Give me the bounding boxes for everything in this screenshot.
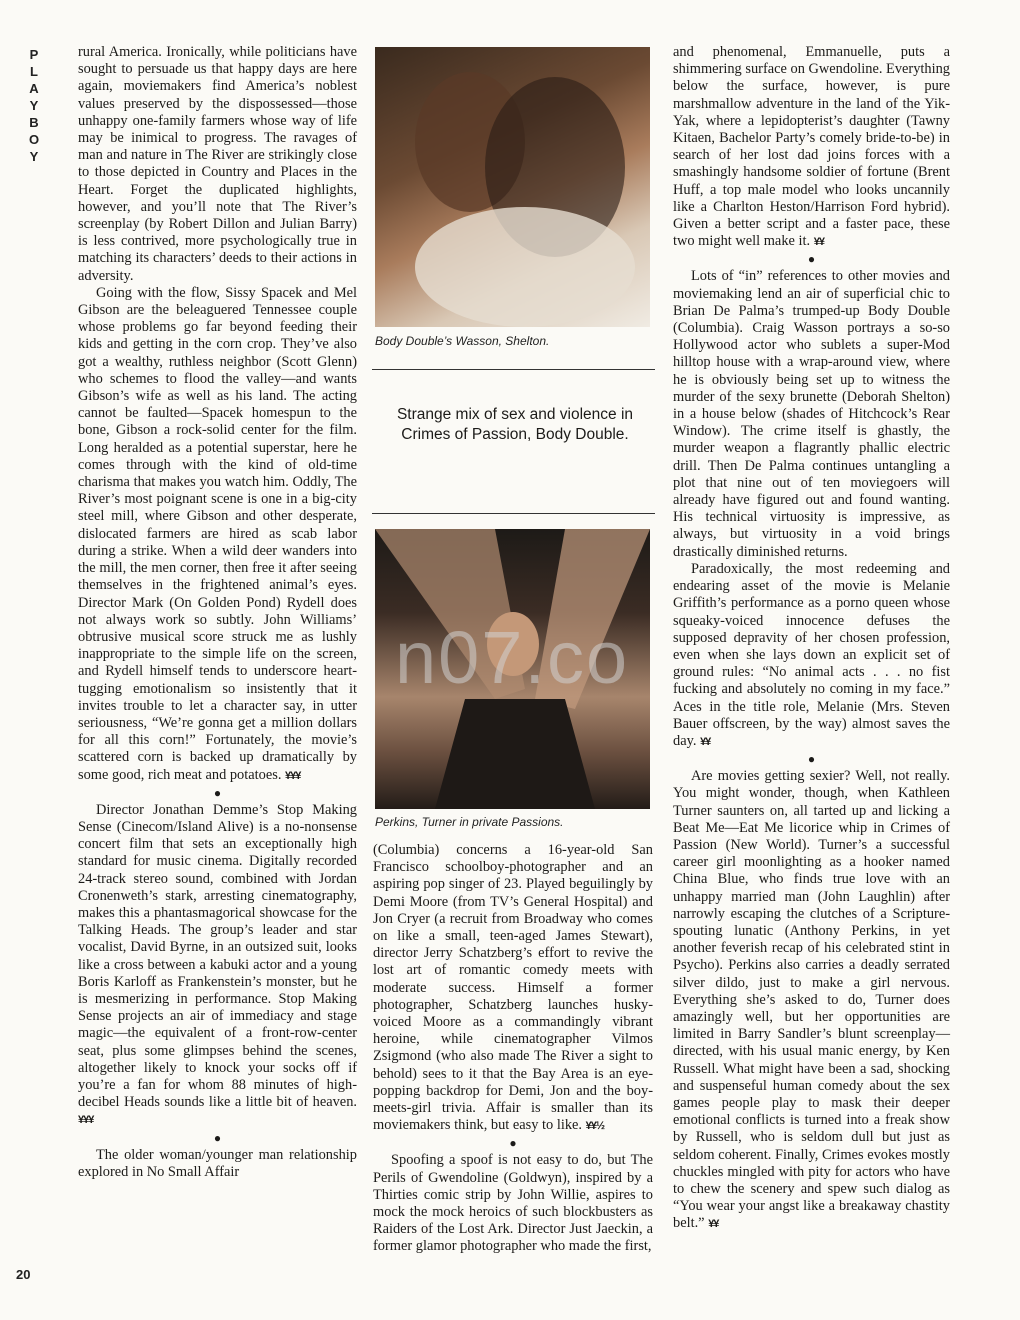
page-number: 20 xyxy=(16,1267,31,1282)
rating-mark: ¥¥ xyxy=(813,236,824,249)
photo-caption-1: Body Double’s Wasson, Shelton. xyxy=(375,334,550,348)
vertical-magazine-label: P L A Y B O Y xyxy=(28,47,40,164)
paragraph: Lots of “in” references to other movies and moviemaking lend an air of superficial chic to Brian De Palma’s trumped-up Body Double (Columbia). Craig Wasson portrays a so-so Hollywood actor who sublets a super-Mod hilltop house with a wrap-around view, where he is obviously being set up to witness the murder of the sexy brunette (Deborah Shelton) in a house below (shades of Hitchcock’s Rear Window). The crime itself is ghastly, the murder weapon a flagrantly phallic electric drill. Then De Palma continues untangling a plot that nine out of ten moviegoers will already have figured out and found wanting. His technical virtuosity is impressive, as always, but virtuosity in a void brings drastically diminished returns. xyxy=(673,268,950,560)
photo-caption-2: Perkins, Turner in private Passions. xyxy=(375,815,564,829)
paragraph: Going with the flow, Sissy Spacek and Mel Gibson are the beleaguered Tennessee couple whose problems go far beyond feeding their kids and getting in the corn crop. They’ve also got a wealthy, ruthless neighbor (Scott Glenn) who schemes to flood the valley—and wants Gibson’s wife as well as his land. The acting cannot be faulted—Spacek homespun to the bone, Gibson a rock-solid center for the film. Long heralded as a potential superstar, here he comes through with the kind of old-time charisma that makes you watch him. Oddly, The River’s most poignant scene is one in a big-city steel mill, where Gibson and other desperate, dislocated farmers are hired as scab labor during a strike. When a wild deer wanders into the mill, the men corner, then free it after seeing themselves in the frightened animal’s eyes. Director Mark (On Golden Pond) Rydell does not always work so subtly. John Williams’ obtrusive musical score struck me as lushly inappropriate to the simple life on the screen, and Rydell himself tends to underscore heart-tugging emotionalism so insistently that it invites trouble to let a character say, in utter seriousness, “We’re gonna get a million dollars for all this corn!” Fortunately, the movie’s scattered corn is backed up dramatically by some good, rich meat and potatoes. ¥¥¥ xyxy=(78,284,357,783)
separator-dot: ● xyxy=(213,785,222,800)
rating-mark: ¥¥ xyxy=(708,1218,719,1231)
divider-rule xyxy=(372,513,655,514)
paragraph: The older woman/younger man relationship explored in No Small Affair xyxy=(78,1146,357,1180)
column-2 xyxy=(373,842,653,1256)
photo-body-double xyxy=(375,47,650,327)
separator-dot: ● xyxy=(807,752,816,767)
separator-dot: ● xyxy=(807,252,816,267)
paragraph: (Columbia) concerns a 16-year-old San Francisco schoolboy-photographer and an aspiring pop singer of 23. Played beguilingly by Demi Moore (from TV’s General Hospital) and Jon Cryer (a recruit from Broadway who comes on like a small, teen-aged James Stewart), director Jerry Schatzberg’s effort to revive the lost art of romantic comedy meets with moderate success. Himself a former photographer, Schatzberg launches husky-voiced Moore as a commandingly vibrant heroine, while cinematographer Vilmos Zsigmond (who also made The River a sight to behold) sees to it that the Bay Area is an eye-popping backdrop for Demi, Jon and the boy-meets-girl trivia. Affair is smaller than its moviemakers think, but easy to like. ¥¥½ xyxy=(373,842,653,1134)
separator-dot: ● xyxy=(213,1130,222,1145)
divider-rule xyxy=(372,369,655,370)
watermark: n07.co xyxy=(395,616,630,699)
paragraph: Director Jonathan Demme’s Stop Making Sense (Cinecom/Island Alive) is a no-nonsense concert film that sets an exceptionally high standard for music cinema. Digitally recorded 24-track stereo sound, combined with Jordan Cronenweth’s stark, arresting cinematography, makes this a phantasmagorical showcase for the Talking Heads. The group’s leader and star vocalist, David Byrne, in an outsized suit, looks like a cross between a kabuki actor and a young Boris Karloff as Frankenstein’s monster, but he is mesmerizing in performance. Stop Making Sense projects an air of immediacy and stage magic—the equivalent of a front-row-center seat, plus some glimpses behind the scenes, altogether likely to knock your socks off if you’re a fan for whom 88 minutes of high-decibel Heads sounds like a little bit of heaven. ¥¥¥ xyxy=(78,801,357,1127)
column-3 xyxy=(673,44,950,1234)
paragraph: Are movies getting sexier? Well, not really. You might wonder, though, when Kathleen Turner saunters on, all tarted up and licking a Beat Me—Eat Me licorice whip in Crimes of Passion (New World). Turner’s a successful career girl moonlighting as a hooker named China Blue, who finds true love with an unhappy married man (John Laughlin) after narrowly escaping the clutches of a Scripture-spouting lunatic (Anthony Perkins, in yet another feverish recap of his celebrated stint in Psycho). Perkins also carries a deadly serrated silver dildo, just to make a girl nervous. Everything she’s asked to do, Turner does amazingly well, but her opportunities are limited in Barry Sandler’s blunt screenplay—directed, with his usual manic energy, by Ken Russell. What might have been a sad, shocking and suspenseful human comedy about the sex games people play to mask their deeper emotional conflicts is turned into a freak show by Russell, who is seldom dull but just as seldom coherent. Finally, Crimes evokes mostly chuckles mingled with pity for actors who have to chew the scenery and spew such dialog as “You wear your angst like a breakaway chastity belt.” ¥¥ xyxy=(673,768,950,1232)
paragraph: Paradoxically, the most redeeming and endearing asset of the movie is Melanie Griffith’s performance as a porno queen whose squeaky-voiced innocence defuses the supposed depravity of her chosen profession, even when she lays down an explicit set of ground rules: “No animal acts . . . no fist fucking and absolutely no coming in my face.” Aces in the title role, Melanie (Mrs. Steven Bauer offscreen, by the way) almost saves the day. ¥¥ xyxy=(673,560,950,749)
paragraph: and phenomenal, Emmanuelle, puts a shimmering surface on Gwendoline. Everything below the surface, however, is pure marshmallow adventure in the land of the Yik-Yak, where a lepidopterist’s daughter (Tawny Kitaen, Bachelor Party’s comely bride-to-be) in search of her lost dad joins forces with a smashingly handsome soldier of fortune (Brent Huff, a top male model who looks uncannily like a Charlton Heston/Harrison Ford hybrid). Given a better script and a faster pace, these two might well make it. ¥¥ xyxy=(673,44,950,250)
paragraph: rural America. Ironically, while politicians have sought to persuade us that happy days are here again, moviemakers find America’s noblest values preserved by the dispossessed—those unhappy one-family farmers whose way of life may be inimical to progress. The ravages of man and nature in The River are strikingly close to those depicted in Country and Places in the Heart. Forget the duplicated highlights, however, and you’ll note that The River’s screenplay (by Robert Dillon and Julian Barry) is less contrived, more psychologically true in matching its characters’ deeds to their actions in adversity. xyxy=(78,44,357,284)
paragraph: Spoofing a spoof is not easy to do, but The Perils of Gwendoline (Goldwyn), inspired by a Thirties comic strip by John Willie, aspires to mock the mock heroics of such blockbusters as Raiders of the Lost Ark. Director Just Jaeckin, a former glamor photographer who made the first, xyxy=(373,1152,653,1255)
photo-body-double-image xyxy=(375,47,650,327)
column-1 xyxy=(78,44,357,1181)
rating-mark: ¥¥ xyxy=(700,735,711,748)
rating-mark: ¥¥¥ xyxy=(78,1114,94,1127)
separator-dot: ● xyxy=(509,1136,517,1151)
rating-mark: ¥¥½ xyxy=(585,1120,605,1133)
pull-quote: Strange mix of sex and violence in Crimes of Passion, Body Double. xyxy=(396,406,634,443)
rating-mark: ¥¥¥ xyxy=(285,769,301,782)
